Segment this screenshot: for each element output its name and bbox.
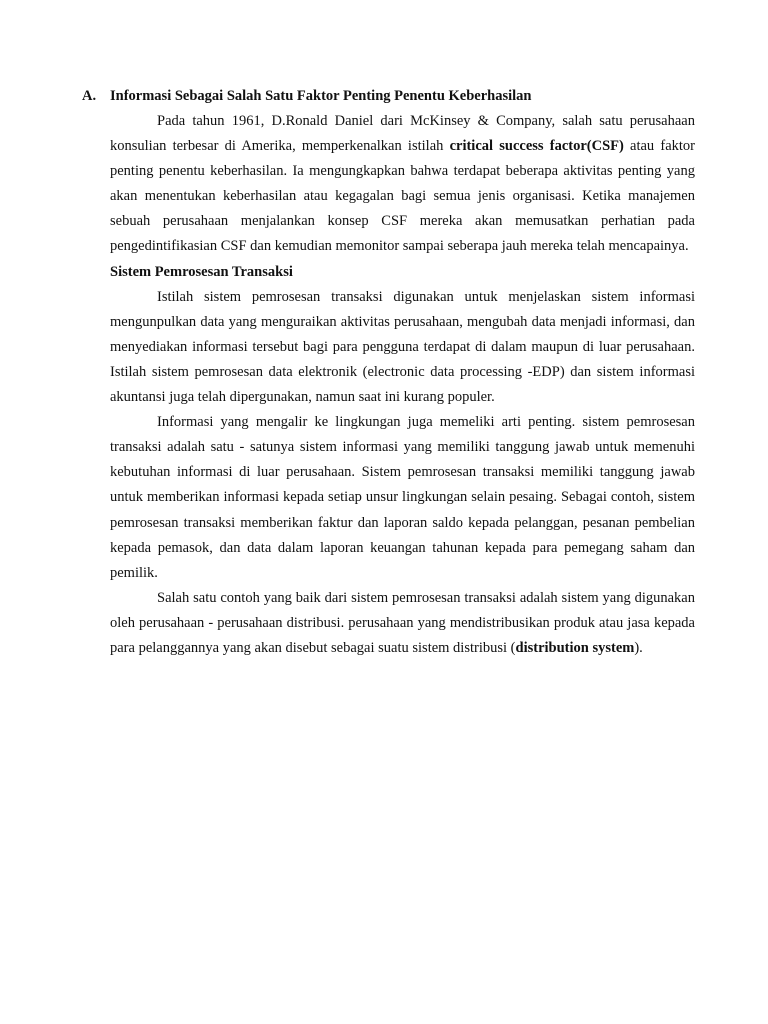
section-title: Informasi Sebagai Salah Satu Faktor Penting Penentu Keberhasilan [110, 88, 532, 104]
csf-term: critical success factor(CSF) [449, 138, 624, 155]
paragraph-distribution-text-end: ). [634, 639, 643, 656]
paragraph-distribution-system [110, 586, 695, 661]
subheading-transaction-system: Sistem Pemrosesan Transaksi [110, 263, 293, 280]
paragraph-csf-text-end: atau faktor penting penentu keberhasilan. Ia mengungkapkan bahwa terdapat beberapa aktivitas penting yang akan menentukan keberhasilan atau kegagalan bagi semua jenis organisasi. Ketika manajemen sebuah perusahaan menjalankan konsep CSF mereka akan memusatkan perhatian pada pengedintifikasian CSF dan kemudian memonitor sampai seberapa jauh mereka telah mencapainya. [110, 138, 695, 255]
paragraph-distribution-text-start: Salah satu contoh yang baik dari sistem pemrosesan transaksi adalah sistem yang digunakan oleh perusahaan - perusahaan distribusi. perusahaan yang mendistribusikan produk atau jasa kepada para pelanggannya yang akan disebut sebagai suatu sistem distribusi ( [110, 589, 695, 656]
paragraph-tps-environment: Informasi yang mengalir ke lingkungan juga memeliki arti penting. sistem pemrosesan transaksi adalah satu - satunya sistem informasi yang memiliki tanggung jawab untuk memenuhi kebutuhan informasi di luar perusahaan. Sistem pemrosesan transaksi memiliki tanggung jawab untuk memberikan informasi kepada setiap unsur lingkungan selain pesaing. Sebagai contoh, sistem pemrosesan transaksi memberikan faktur dan laporan saldo kepada pelanggan, pesanan pembelian kepada pemasok, dan data dalam laporan keuangan tahunan kepada para pemegang saham dan pemilik. [110, 414, 695, 581]
paragraph-csf [110, 109, 695, 260]
paragraph-tps-definition: Istilah sistem pemrosesan transaksi digunakan untuk menjelaskan sistem informasi mengunpulkan data yang menguraikan aktivitas perusahaan, mengubah data menjadi informasi, dan menyediakan informasi tersebut bagi para pengguna terdapat di dalam maupun di luar perusahaan. Istilah sistem pemrosesan data elektronik (electronic data processing -EDP) dan sistem informasi akuntansi juga telah dipergunakan, namun saat ini kurang populer. [110, 288, 695, 406]
section-marker: A. [82, 88, 97, 104]
section-body [110, 109, 695, 661]
section-heading [82, 84, 695, 109]
distribution-term: distribution system [515, 639, 635, 656]
document-content [82, 84, 695, 661]
paragraph-csf-text-start: Pada tahun 1961, D.Ronald Daniel dari McKinsey & Company, salah satu perusahaan konsulian terbesar di Amerika, memperkenalkan istilah [110, 113, 695, 155]
